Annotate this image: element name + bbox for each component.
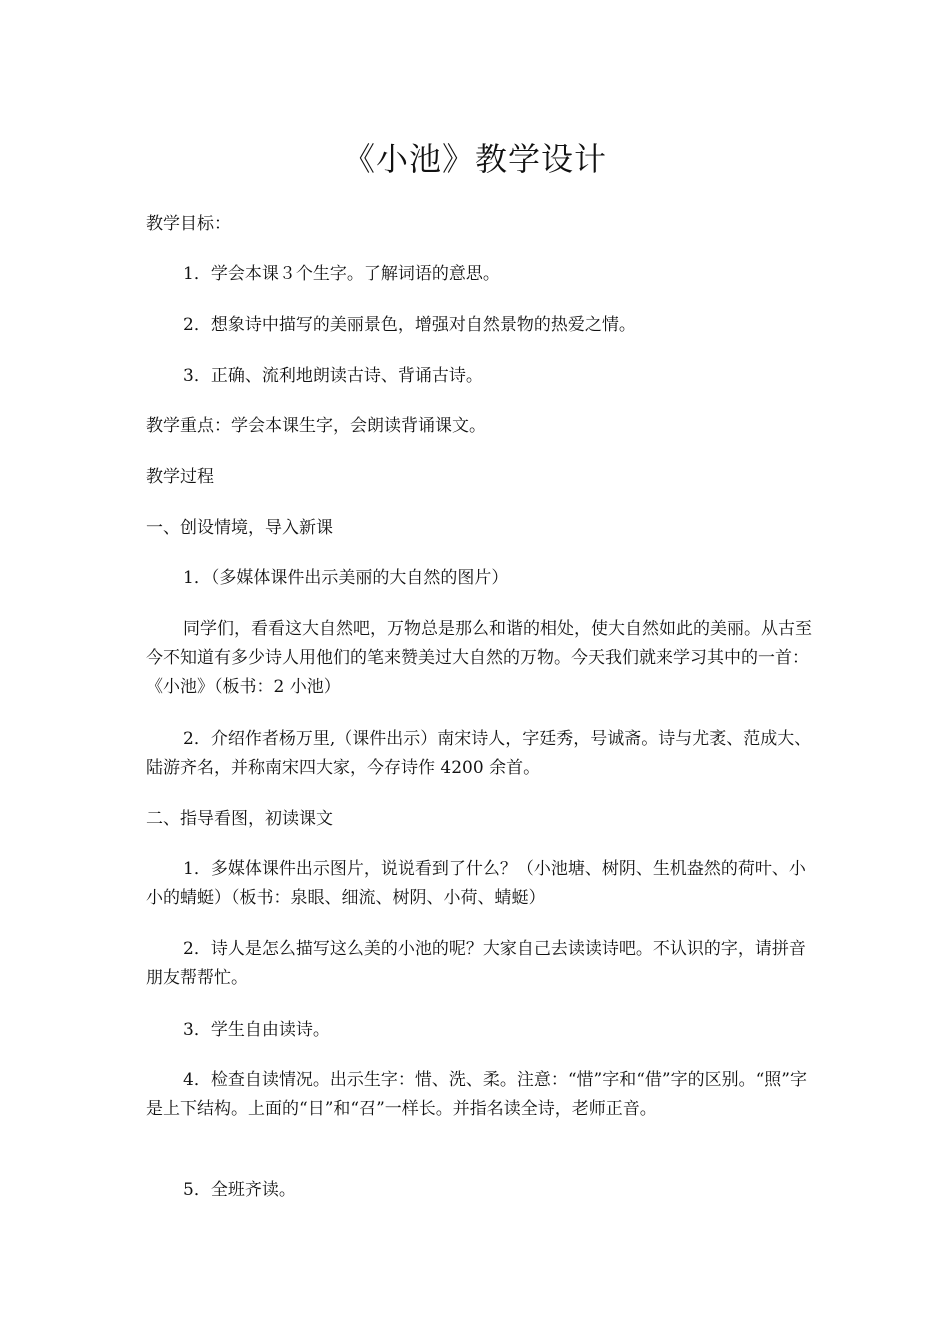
paragraph-process-heading: 教学过程 bbox=[146, 467, 214, 487]
paragraph-section-1-intro-text: 同学们，看看这大自然吧，万物总是那么和谐的相处，使大自然如此的美丽。从古至今不知道有多少诗人用他们的笔来赞美过大自然的万物。今天我们就来学习其中的一首：《小池》（板书：2 小池） bbox=[146, 619, 812, 697]
paragraph-section-2-item-5: 5．全班齐读。 bbox=[183, 1180, 296, 1200]
paragraph-section-2-item-3: 3．学生自由读诗。 bbox=[183, 1020, 330, 1040]
document-title: 《小池》教学设计 bbox=[342, 140, 607, 178]
paragraph-section-2-heading: 二、指导看图，初读课文 bbox=[146, 809, 333, 829]
paragraph-section-1-heading: 一、创设情境，导入新课 bbox=[146, 518, 333, 538]
paragraph-section-2-item-1: 1．多媒体课件出示图片，说说看到了什么？（小池塘、树阴、生机盎然的荷叶、小小的蜻蜓）（板书：泉眼、细流、树阴、小荷、蜻蜓） bbox=[146, 859, 806, 908]
paragraph-section-2-item-2: 2．诗人是怎么描写这么美的小池的呢？大家自己去读读诗吧。不认识的字，请拼音朋友帮帮忙。 bbox=[146, 939, 806, 988]
paragraph-goal-2: 2．想象诗中描写的美丽景色，增强对自然景物的热爱之情。 bbox=[183, 315, 636, 335]
paragraph-section-1-item-2: 2．介绍作者杨万里,（课件出示）南宋诗人，字廷秀，号诚斋。诗与尤袤、范成大、陆游齐名，并称南宋四大家，今存诗作 4200 余首。 bbox=[146, 729, 812, 778]
paragraph-goal-3: 3．正确、流利地朗读古诗、背诵古诗。 bbox=[183, 366, 483, 386]
paragraph-section-1-item-1: 1．（多媒体课件出示美丽的大自然的图片） bbox=[183, 568, 509, 588]
paragraph-goal-1: 1．学会本课３个生字。了解词语的意思。 bbox=[183, 264, 500, 284]
paragraph-key-points: 教学重点：学会本课生字，会朗读背诵课文。 bbox=[146, 416, 486, 436]
paragraph-teaching-goals-heading: 教学目标： bbox=[146, 214, 231, 234]
paragraph-section-2-item-4: 4．检查自读情况。出示生字：惜、洗、柔。注意：“惜”字和“借”字的区别。“照”字是上下结构。上面的“日”和“召”一样长。并指名读全诗，老师正音。 bbox=[146, 1070, 807, 1119]
